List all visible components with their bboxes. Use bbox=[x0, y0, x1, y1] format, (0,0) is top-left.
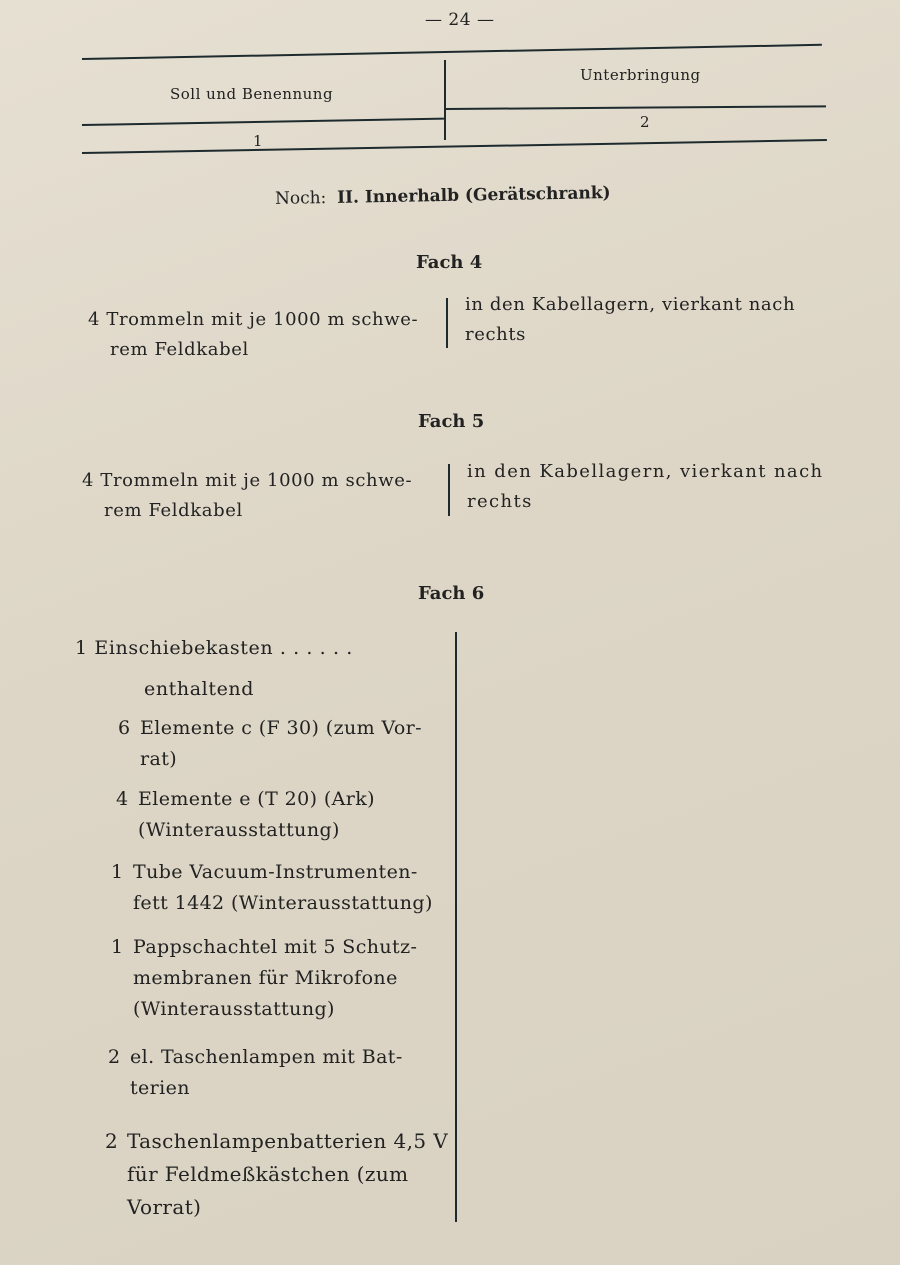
fach-5-item bbox=[82, 466, 412, 526]
item-text: rem Feldkabel bbox=[104, 500, 243, 521]
item-text: rat) bbox=[140, 748, 178, 770]
column-divider bbox=[446, 298, 448, 348]
item-text: 4 Trommeln mit je 1000 m schwe- bbox=[82, 470, 413, 491]
item-text: el. Taschenlampen mit Bat- bbox=[130, 1046, 403, 1068]
item-text: Elemente c (F 30) (zum Vor- bbox=[140, 717, 422, 739]
item-qty: 1 bbox=[111, 861, 124, 883]
item-text: für Feldmeßkästchen (zum bbox=[127, 1162, 409, 1186]
divider bbox=[82, 118, 444, 126]
item-text: Pappschachtel mit 5 Schutz- bbox=[133, 936, 418, 958]
fach-5-location bbox=[467, 457, 824, 517]
item-qty: 4 bbox=[116, 788, 129, 810]
divider bbox=[82, 139, 827, 154]
list-item bbox=[118, 713, 422, 775]
column-2-title: Unterbringung bbox=[580, 66, 701, 84]
divider bbox=[82, 44, 822, 60]
item-text: Vorrat) bbox=[127, 1195, 202, 1219]
column-2-number: 2 bbox=[640, 113, 651, 131]
item-text: rem Feldkabel bbox=[110, 339, 249, 360]
list-item bbox=[111, 932, 417, 1025]
item-qty: 6 bbox=[118, 717, 131, 739]
divider bbox=[444, 60, 446, 140]
list-item bbox=[111, 857, 433, 919]
item-qty: 2 bbox=[105, 1129, 119, 1153]
fach-6-main-item bbox=[75, 633, 353, 663]
item-text: Elemente e (T 20) (Ark) bbox=[138, 788, 375, 810]
location-text: rechts bbox=[467, 491, 533, 512]
item-qty: 1 bbox=[75, 637, 88, 659]
location-text: rechts bbox=[465, 324, 527, 345]
item-text: Einschiebekasten . . . . . . bbox=[94, 637, 353, 659]
list-item bbox=[108, 1042, 403, 1104]
item-text: membranen für Mikrofone bbox=[133, 967, 398, 989]
item-text: (Winterausstattung) bbox=[138, 819, 340, 841]
page-number: — 24 — bbox=[425, 10, 495, 30]
fach-6-title: Fach 6 bbox=[418, 583, 485, 604]
item-text: 4 Trommeln mit je 1000 m schwe- bbox=[88, 309, 419, 330]
item-text: fett 1442 (Winterausstattung) bbox=[133, 892, 433, 914]
column-1-number: 1 bbox=[253, 132, 264, 150]
item-qty: 2 bbox=[108, 1046, 121, 1068]
item-text: (Winterausstattung) bbox=[133, 998, 335, 1020]
column-1-title: Soll und Benennung bbox=[170, 85, 334, 103]
location-text: in den Kabellagern, vierkant nach bbox=[465, 294, 796, 315]
main-item-sub: enthaltend bbox=[144, 678, 255, 700]
section-prefix: Noch: bbox=[274, 188, 327, 209]
column-divider bbox=[448, 464, 450, 516]
column-divider bbox=[455, 632, 457, 1222]
item-text: Tube Vacuum-Instrumenten- bbox=[133, 861, 418, 883]
fach-5-title: Fach 5 bbox=[418, 411, 485, 432]
fach-4-title: Fach 4 bbox=[416, 252, 483, 273]
item-text: terien bbox=[130, 1077, 190, 1099]
location-text: in den Kabellagern, vierkant nach bbox=[467, 461, 824, 482]
fach-4-item bbox=[88, 305, 418, 365]
fach-4-location bbox=[465, 290, 795, 350]
section-title bbox=[275, 183, 611, 209]
divider bbox=[446, 105, 826, 110]
list-item bbox=[105, 1125, 448, 1224]
section-name: II. Innerhalb (Gerätschrank) bbox=[336, 183, 611, 208]
item-text: Taschenlampenbatterien 4,5 V bbox=[127, 1129, 449, 1153]
list-item bbox=[116, 784, 375, 846]
item-qty: 1 bbox=[111, 936, 124, 958]
